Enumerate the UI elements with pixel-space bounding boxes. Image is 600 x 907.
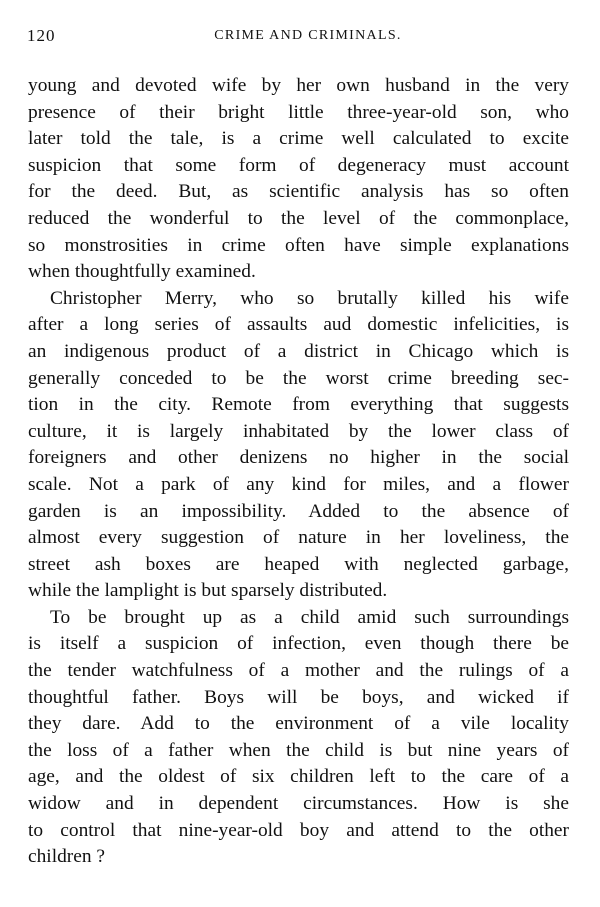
text-line: street ash boxes are heaped with neglected garbage, [28, 553, 569, 575]
running-head: CRIME AND CRIMINALS. [214, 28, 402, 43]
text-line: to control that nine-year-old boy and attend to the other [28, 819, 569, 841]
text-line: the loss of a father when the child is but nine years of [28, 739, 569, 761]
paragraph-3 [28, 605, 569, 871]
text-line: presence of their bright little three-year-old son, who [28, 101, 569, 123]
body-text [28, 73, 569, 871]
text-line: children ? [28, 846, 105, 868]
page-number: 120 [27, 26, 56, 45]
text-line: Christopher Merry, who so brutally killed his wife [50, 287, 569, 309]
text-line: thoughtful father. Boys will be boys, and wicked if [28, 686, 569, 708]
text-line: they dare. Add to the environment of a vile locality [28, 713, 569, 735]
text-line: so monstrosities in crime often have simple explanations [28, 234, 569, 256]
text-line: widow and in dependent circumstances. How is she [28, 793, 569, 815]
text-line: garden is an impossibility. Added to the absence of [28, 500, 569, 522]
text-line: To be brought up as a child amid such surroundings [50, 606, 569, 628]
text-line: while the lamplight is but sparsely distributed. [28, 580, 388, 602]
text-line: for the deed. But, as scientific analysis has so often [28, 181, 569, 203]
text-line: after a long series of assaults aud domestic infelicities, is [28, 314, 569, 336]
text-line: later told the tale, is a crime well calculated to excite [28, 128, 569, 150]
text-line: tion in the city. Remote from everything that suggests [28, 394, 569, 416]
paragraph-1 [28, 73, 569, 286]
text-line: when thoughtfully examined. [28, 261, 256, 283]
text-line: age, and the oldest of six children left to the care of a [28, 766, 569, 788]
text-line: an indigenous product of a district in Chicago which is [28, 340, 569, 362]
text-line: generally conceded to be the worst crime breeding sec- [28, 367, 569, 389]
text-line: young and devoted wife by her own husband in the very [28, 75, 569, 96]
text-line: the tender watchfulness of a mother and the rulings of a [28, 660, 569, 682]
text-line: culture, it is largely inhabitated by the lower class of [28, 420, 569, 442]
text-line: almost every suggestion of nature in her loveliness, the [28, 527, 569, 549]
text-line: reduced the wonderful to the level of the commonplace, [28, 207, 569, 229]
text-line: foreigners and other denizens no higher in the social [28, 447, 569, 469]
paragraph-2 [28, 286, 569, 605]
text-line: scale. Not a park of any kind for miles, and a flower [28, 473, 569, 495]
text-line: is itself a suspicion of infection, even though there be [28, 633, 569, 655]
page-header [24, 26, 570, 48]
text-line: suspicion that some form of degeneracy must account [28, 154, 569, 176]
